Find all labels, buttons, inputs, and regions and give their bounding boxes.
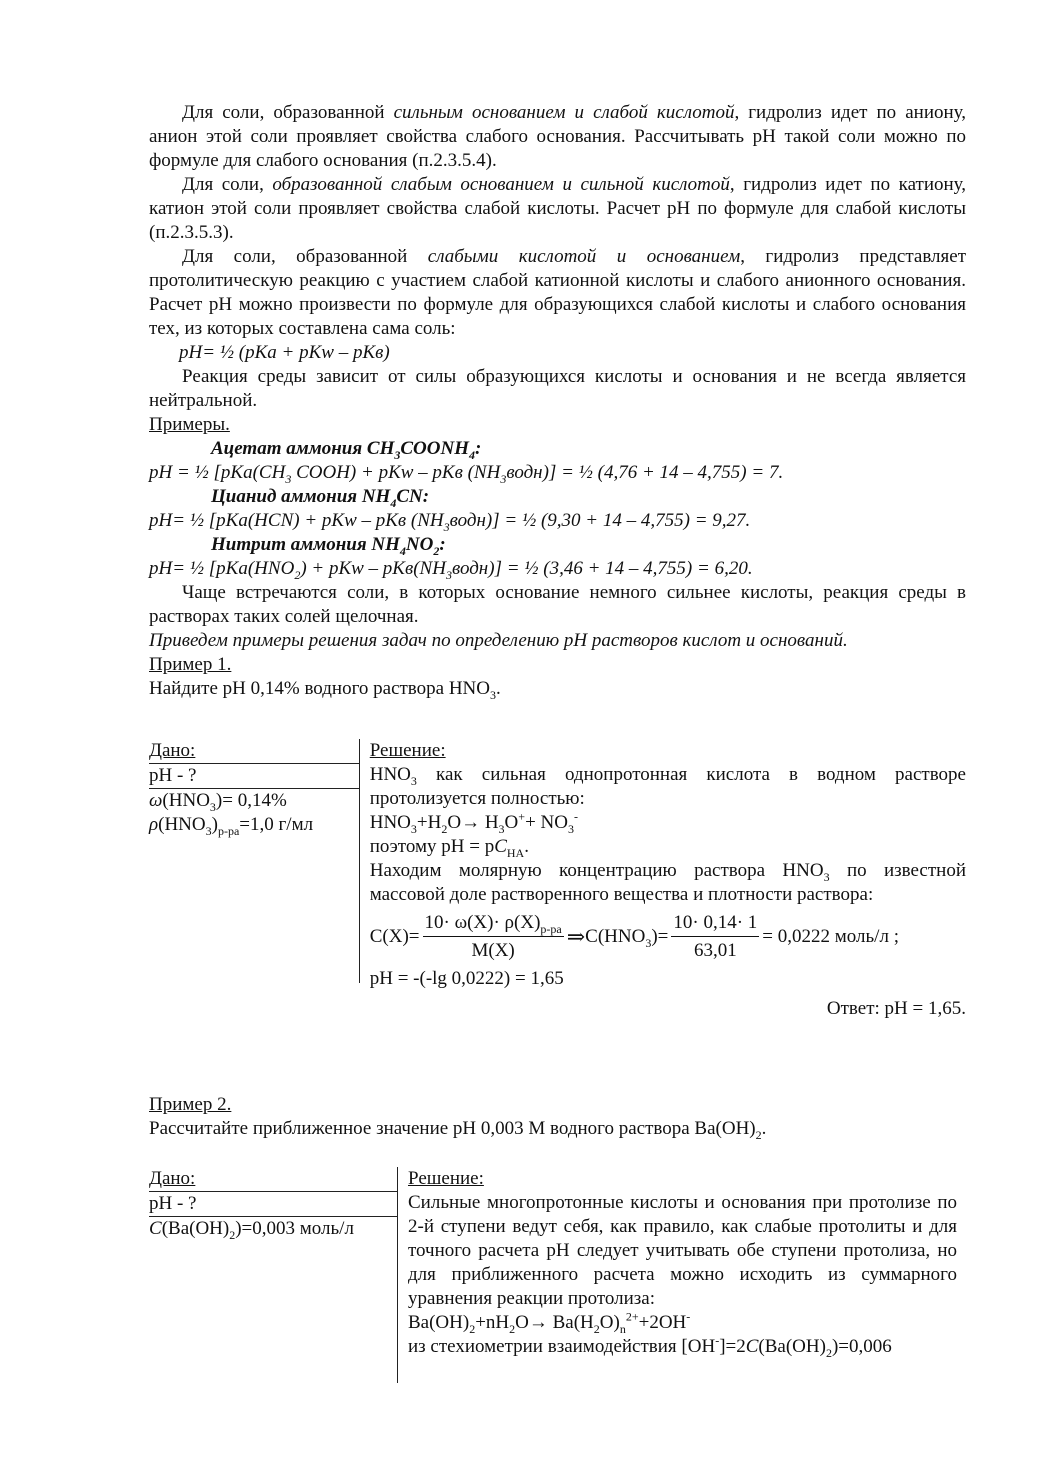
problem1-title: Пример 1.	[149, 654, 232, 675]
given-label: Дано:	[149, 740, 196, 761]
solution-label: Решение:	[408, 1168, 484, 1189]
problem2-task: Рассчитайте приближенное значение рН 0,003 М водного раствора $Ba(OH)_2$.	[149, 1118, 767, 1142]
problem1-given-column	[149, 739, 360, 983]
text: , гидролиз идет по аниону, анион этой соли проявляет свойства слабого основания. Рассчитывать рН такой соли можно по формуле для слабого основания (п.2.3.5.4).	[149, 102, 967, 171]
fraction-general: $\frac{10\cdot \omega(X)\cdot \rho(X)_{р-ра}}{M(X)}$	[424, 911, 562, 961]
example-ammonium-nitrite-formula: pH= ½ [$pKa(HNO_2)$ + pKw – $pKв(NH_3водн)$] = ½ (3,46 + 14 – 4,755) = 6,20.	[149, 558, 753, 582]
paragraph-strong-base-weak-acid	[149, 101, 966, 173]
paragraph-weak-acid-weak-base	[149, 245, 966, 341]
italic-text: слабыми кислотой и основанием	[427, 246, 741, 267]
solution-step-2: поэтому рН = $рC_{НА}$.	[369, 836, 529, 860]
given-label: Дано:	[149, 1168, 196, 1189]
problem1-answer: Ответ: рН = 1,65.	[826, 998, 966, 1019]
example-ammonium-cyanide-formula: pH= ½ [pKa(HCN) + pKw – pKв $(NH_3водн)$] = ½ (9,30 + 14 – 4,755) = 9,27.	[149, 510, 751, 534]
text: , гидролиз представляет протолитическую реакцию с участием слабой катионной кислоты и слабого анионного основания. Расчет рН можно произвести по формуле для образующихся слабой кислоты и слабого основания тех, из которых составлена сама соль:	[149, 246, 966, 339]
problem2-solution-column	[398, 1167, 957, 1383]
fraction-numeric: $\frac{10\cdot 0,14\cdot 1}{63,01}$	[673, 911, 758, 961]
given-concentration: $C(Ba(OH)_2)=0,003$ моль/л	[149, 1218, 354, 1242]
examples-heading: Примеры.	[149, 414, 230, 435]
problem2-table	[149, 1167, 966, 1383]
reaction-equation: $HNO_3+H_2O\to H_3O^++ NO_3^-$	[369, 809, 578, 836]
solution-step-2: из стехиометрии взаимодействия $[OH^-]=2C(Ba(OH)_2)=0,006$	[408, 1333, 892, 1360]
text: Для соли, образованной	[182, 246, 428, 267]
solution-step-1: $HNO_3$ как сильная однопротонная кислота в водном растворе протолизуется полностью:	[369, 764, 966, 809]
solution-step-4: pH = -(-lg 0,0222) = 1,65	[369, 968, 564, 989]
italic-text: сильным основанием и слабой кислотой	[393, 102, 735, 123]
problem1-solution-column	[360, 739, 966, 991]
solution-label: Решение:	[369, 740, 446, 761]
formula-result: = 0,0222 моль/л ;	[762, 926, 899, 947]
problem2-given-column	[149, 1167, 398, 1383]
solution-step-1: Сильные многопротонные кислоты и основания при протолизе по 2-й ступени ведут себя, как правило, как слабые протолиты и для точного расчета рН следует учитывать обе ступени протолиза, но для приближенного расчета можно исходить из суммарного уравнения реакции протолиза:	[408, 1192, 957, 1309]
formula-mid: $С(HNO_3)=$	[585, 926, 669, 950]
ph-general-formula: pH= ½ (pKa + pKw – pKв)	[179, 342, 390, 363]
given-mass-fraction: $\omega(HNO_3)= 0,14\%$	[149, 790, 287, 814]
problem1-table	[149, 739, 966, 991]
paragraph-alkaline-salts: Чаще встречаются соли, в которых основание немного сильнее кислоты, реакция среды в растворах таких солей щелочная.	[149, 582, 966, 627]
text: Для соли, образованной	[182, 102, 394, 123]
given-density: $\rho(HNO_3)_{р-ра}=1,0$ г/мл	[149, 814, 314, 838]
example-ammonium-acetate-title: Ацетат аммония $CH_3COONH_4$:	[211, 438, 482, 462]
paragraph-reaction-medium: Реакция среды зависит от силы образующихся кислоты и основания и не всегда является нейтральной.	[149, 366, 966, 411]
find-value: рН - ?	[149, 764, 359, 789]
concentration-formula	[370, 907, 966, 967]
reaction-equation: $Ba(OH)_2+nH_2O\to Ba(H_2O)_n^{2+}+2OH^-$	[408, 1309, 691, 1336]
paragraph-weak-base-strong-acid	[149, 173, 966, 245]
document-page	[149, 101, 966, 1383]
paragraph-examples-intro: Приведем примеры решения задач по определению рН растворов кислот и оснований.	[149, 630, 848, 651]
solution-step-3: Находим молярную концентрацию раствора $HNO_3$ по известной массовой доле растворенного вещества и плотности раствора:	[369, 860, 966, 905]
text: , гидролиз идет по катиону, катион этой соли проявляет свойства слабой кислоты. Расчет рН по формуле для слабой кислоты (п.2.3.5.3).	[149, 174, 966, 243]
problem2-title: Пример 2.	[149, 1094, 232, 1115]
text: Для соли,	[182, 174, 273, 195]
example-ammonium-cyanide-title: Цианид аммония $NH_4CN$:	[211, 486, 430, 510]
implies-arrow: ⇒	[566, 924, 586, 949]
example-ammonium-nitrite-title: Нитрит аммония $NH_4NO_2$:	[211, 534, 446, 558]
italic-text: образованной слабым основанием и сильной кислотой	[272, 174, 730, 195]
example-ammonium-acetate-formula: pH = ½ [$pKa(CH_3$ COOH) + pKw – pKв $(NH_3водн)$] = ½ (4,76 + 14 – 4,755) = 7.	[149, 462, 784, 486]
find-value: рН - ?	[149, 1192, 397, 1217]
formula-lhs: С(Х)=	[369, 926, 420, 947]
problem1-task: Найдите рН 0,14% водного раствора $HNO_3$.	[149, 678, 501, 702]
